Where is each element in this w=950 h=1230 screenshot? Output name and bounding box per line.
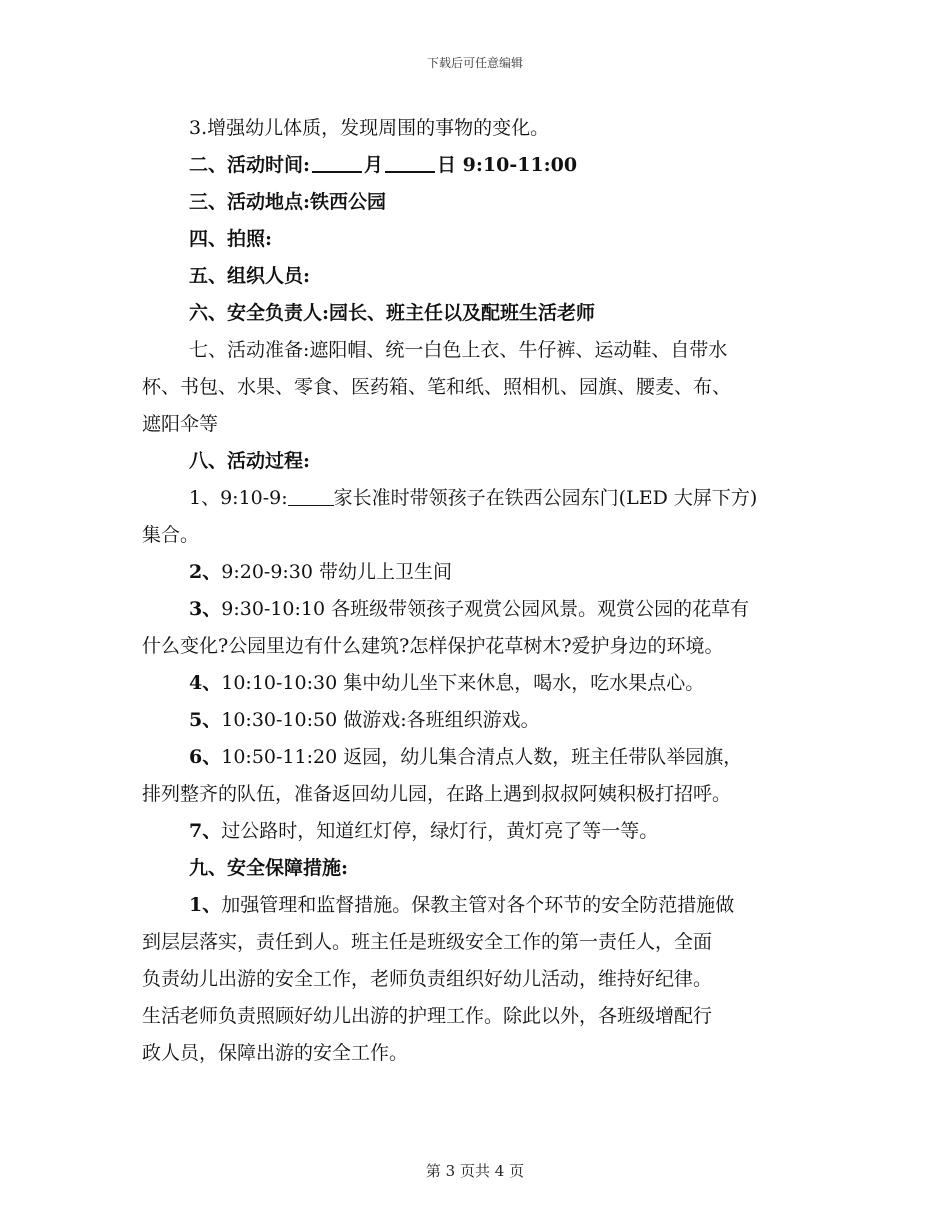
process-step-7: 7、过公路时，知道红灯停，绿灯行，黄灯亮了等一等。 (189, 820, 659, 842)
page-header: 下载后可任意编辑 (426, 56, 523, 70)
section-photo: 四、拍照: (189, 228, 273, 250)
day-blank (385, 153, 435, 173)
process-step-3-line-1: 3、9:30-10:10 各班级带领孩子观赏公园风景。观赏公园的花草有 (189, 598, 750, 620)
section-safety-measures: 九、安全保障措施: (189, 857, 349, 879)
goal-item-3: 3.增强幼儿体质，发现周围的事物的变化。 (189, 117, 550, 139)
process-step-2: 2、9:20-9:30 带幼儿上卫生间 (189, 561, 453, 583)
document-body (142, 110, 810, 1072)
time-blank (288, 487, 334, 506)
safety-measure-1-line-1: 1、加强管理和监督措施。保教主管对各个环节的安全防范措施做 (189, 894, 735, 916)
process-step-1-line-1: 1、9:10-9: 家长准时带领孩子在铁西公园东门(LED 大屏下方) (189, 487, 758, 509)
process-step-4: 4、10:10-10:30 集中幼儿坐下来休息，喝水，吃水果点心。 (189, 672, 705, 694)
page-footer: 第 3 页共 4 页 (425, 1162, 525, 1180)
process-step-6-line-2: 排列整齐的队伍，准备返回幼儿园，在路上遇到叔叔阿姨积极打招呼。 (142, 783, 732, 805)
section-process: 八、活动过程: (189, 450, 311, 472)
section-preparation-line-2: 杯、书包、水果、零食、医药箱、笔和纸、照相机、园旗、腰麦、布、 (142, 376, 732, 398)
month-blank (312, 153, 362, 173)
safety-measure-1-line-5: 政人员，保障出游的安全工作。 (142, 1042, 409, 1064)
section-preparation-line-1: 七、活动准备:遮阳帽、统一白色上衣、牛仔裤、运动鞋、自带水 (189, 339, 728, 361)
process-step-1-line-2: 集合。 (142, 524, 200, 546)
section-preparation-line-3: 遮阳伞等 (142, 413, 219, 435)
safety-measure-1-line-3: 负责幼儿出游的安全工作，老师负责组织好幼儿活动，维持好纪律。 (142, 968, 713, 990)
section-organizers: 五、组织人员: (189, 265, 311, 287)
section-activity-location: 三、活动地点:铁西公园 (189, 191, 387, 213)
section-activity-time: 二、活动时间: 月 日 9:10-11:00 (189, 154, 578, 176)
process-step-3-line-2: 什么变化?公园里边有什么建筑?怎样保护花草树木?爱护身边的环境。 (142, 635, 724, 657)
process-step-6-line-1: 6、10:50-11:20 返园，幼儿集合清点人数，班主任带队举园旗， (189, 746, 743, 768)
process-step-5: 5、10:30-10:50 做游戏:各班组织游戏。 (189, 709, 540, 731)
section-safety-lead: 六、安全负责人:园长、班主任以及配班生活老师 (189, 302, 596, 324)
safety-measure-1-line-2: 到层层落实，责任到人。班主任是班级安全工作的第一责任人，全面 (142, 931, 713, 953)
safety-measure-1-line-4: 生活老师负责照顾好幼儿出游的护理工作。除此以外，各班级增配行 (142, 1005, 713, 1027)
